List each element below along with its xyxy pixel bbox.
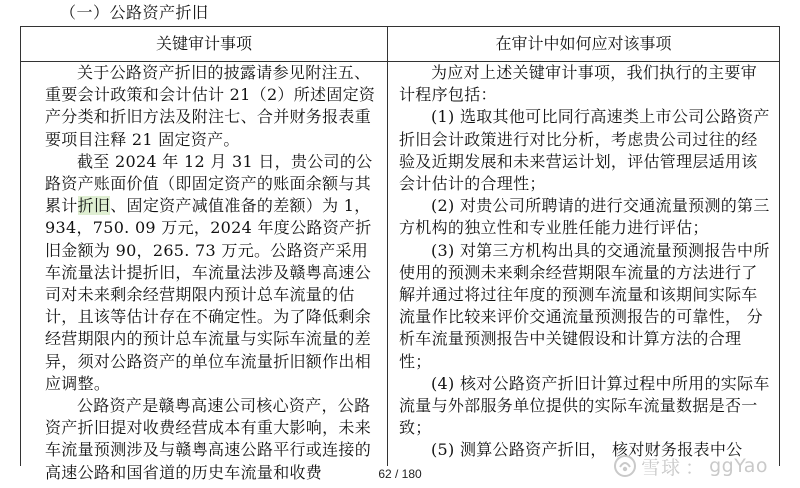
audit-response-cell — [399, 62, 771, 466]
header-key-audit-matter: 关键审计事项 — [155, 34, 252, 53]
matter-paragraph: 公路资产是赣粤高速公司核心资产，公路资产折旧提对收费经营成本有重大影响，未来车流量预测涉及与赣粤高速公路平行或连接的高速公路和国省道的历史车流量和收费 — [45, 396, 372, 482]
watermark — [613, 452, 768, 480]
snowball-logo-icon — [613, 454, 637, 478]
response-item: (1) 选取其他可比同行高速类上市公司公路资产折旧会计政策进行对比分析，考虑贵公司过往的经验及近期发展和未来营运计划，评估管理层适用该会计估计的合理性； — [399, 107, 770, 194]
matter-text: 、固定资产减值准备的差额）为 1，934，750. 09 万元，2024 年度公路资产折旧金额为 90，265. 73 万元。公路资产采用车流量法计提折旧，车流量法涉及赣粤高速公司对未来剩余经营期限内预计总车流量的估计，且该等估计存在不确定性。为了降低剩余经营期限内的预计总车流量与实际车流量的差异，须对公路资产的单位车流量折旧额作出相应调整。 — [45, 196, 372, 393]
watermark-site: 雪球 — [641, 456, 682, 479]
matter-paragraph — [45, 151, 383, 395]
matter-text: 截至 2024 年 12 月 31 日，贵公司的公路资产账面价值（即固定资产的账面余额与其累计 — [45, 151, 373, 216]
response-item: (4) 核对公路资产折旧计算过程中所用的实际车流量与外部服务单位提供的实际车流量数据是否一致； — [399, 373, 770, 438]
highlighted-text: 折旧 — [77, 196, 111, 216]
response-intro: 为应对上述关键审计事项，我们执行的主要审计程序包括： — [399, 63, 758, 105]
section-heading: （一）公路资产折旧 — [60, 3, 209, 22]
response-item: (5) 测算公路资产折旧， 核对财务报表中公 — [431, 440, 743, 460]
column-divider — [387, 27, 388, 466]
table-header-row — [21, 27, 779, 62]
header-audit-response: 在审计中如何应对该事项 — [495, 34, 672, 53]
matter-paragraph: 关于公路资产折旧的披露请参见附注五、重要会计政策和会计估计 21（2）所述固定资产分类和折旧方法及附注七、合并财务报表重要项目注释 21 固定资产。 — [45, 63, 376, 149]
watermark-separator: ： — [685, 456, 706, 479]
response-item: (2) 对贵公司所聘请的进行交通流量预测的第三方机构的独立性和专业胜任能力进行评估； — [399, 196, 770, 238]
watermark-user: ggYao — [709, 455, 768, 477]
response-item: (3) 对第三方机构出具的交通流量预测报告中所使用的预测未来剩余经营期限车流量的方法进行了解并通过将过往年度的预测车流量和该期间实际车流量作比较来评价交通流量预测报告的可靠性， 分析车流量预测报告中关键假设和计算方法的合理性； — [399, 240, 770, 371]
key-audit-matter-cell — [45, 62, 383, 482]
page-number: 62 / 180 — [378, 467, 422, 481]
